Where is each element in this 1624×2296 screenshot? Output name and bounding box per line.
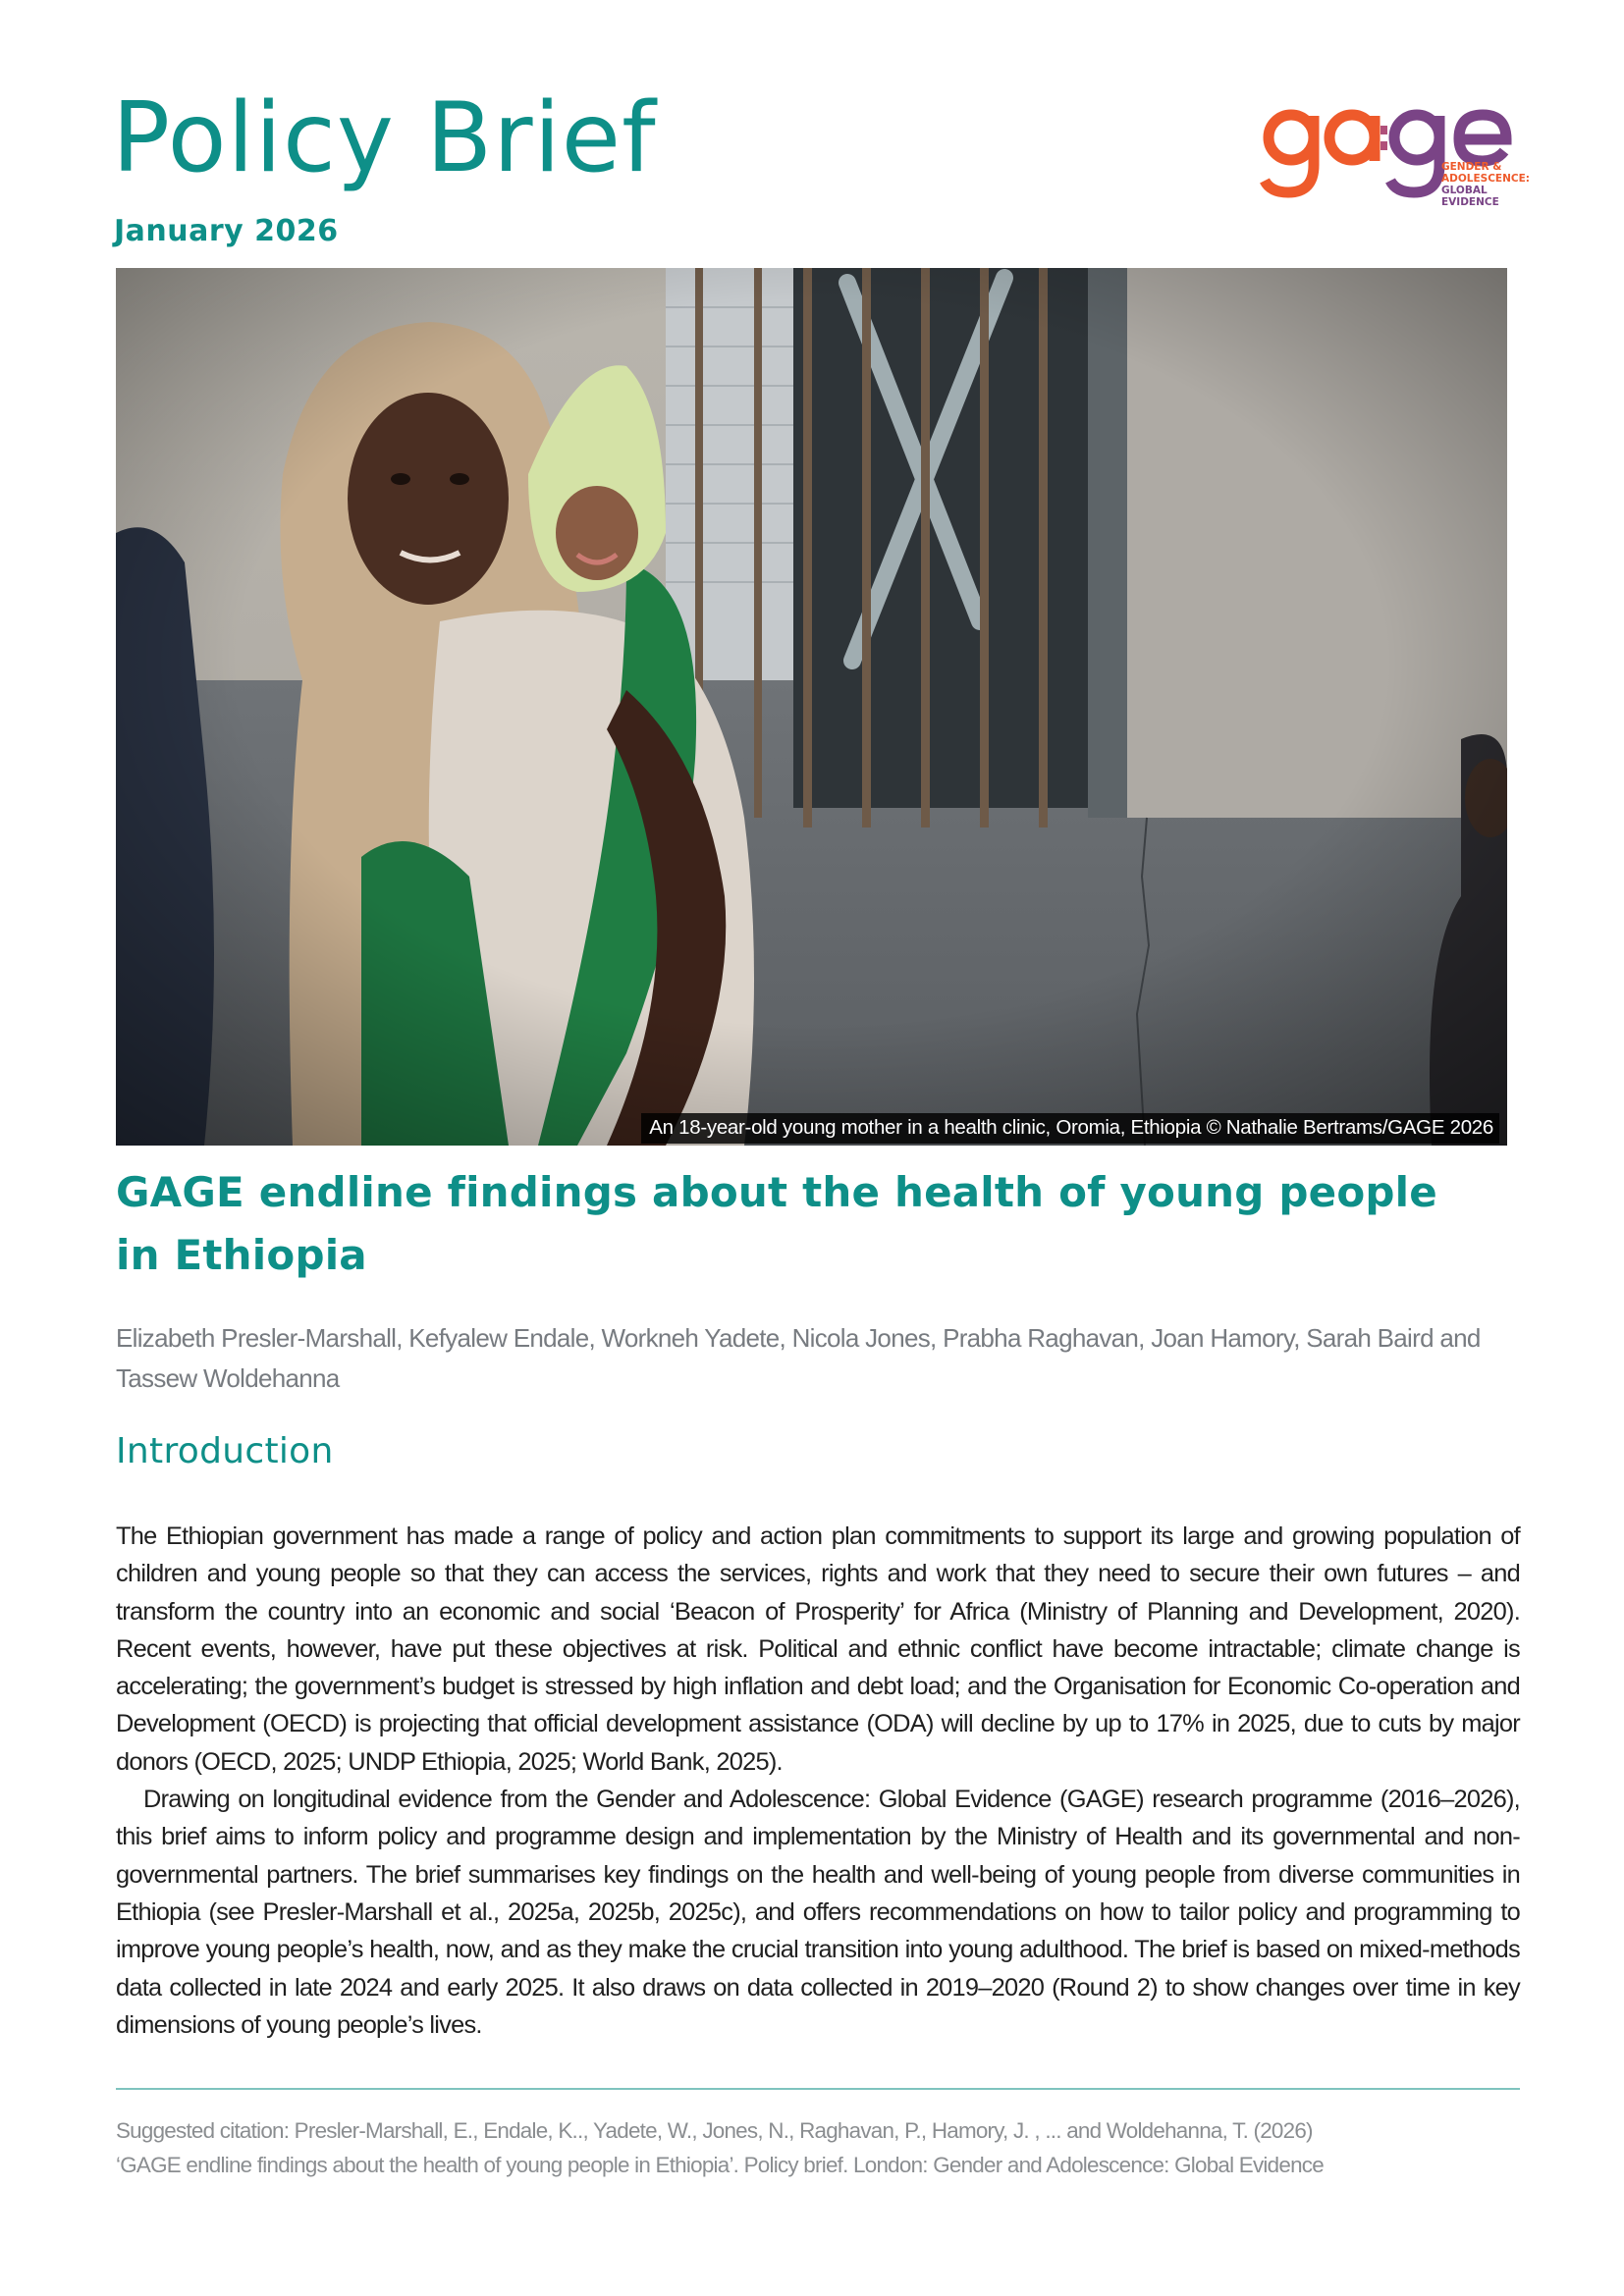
gage-logo xyxy=(1259,102,1534,230)
citation-line-1: Suggested citation: Presler-Marshall, E., Endale, K.., Yadete, W., Jones, N., Raghavan, P., Hamory, J. , ... and Woldehanna, T. (2026) xyxy=(116,2118,1313,2143)
photo-caption: An 18-year-old young mother in a health clinic, Oromia, Ethiopia © Nathalie Bertrams/GAGE 2026 xyxy=(641,1113,1499,1144)
introduction-paragraph-1: The Ethiopian government has made a range of policy and action plan commitments to support its large and growing population of children and young people so that they can access the services, rights and work that they need to secure their own futures – and transform the country into an economic and social ‘Beacon of Prosperity’ for Africa (Ministry of Planning and Development, 2020). Recent events, however, have put these objectives at risk. Political and ethnic conflict have become intractable; climate change is accelerating; the government’s budget is stressed by high inflation and debt load; and the Organisation for Economic Co-operation and Development (OECD) is projecting that official development assistance (ODA) will decline by up to 17% in 2025, due to cuts by major donors (OECD, 2025; UNDP Ethiopia, 2025; World Bank, 2025). xyxy=(116,1522,1520,1776)
suggested-citation xyxy=(116,2113,1520,2182)
citation-line-2: ‘GAGE endline findings about the health of young people in Ethiopia’. Policy brief. London: Gender and Adolescence: Global Evidence xyxy=(116,2153,1324,2177)
svg-text:EVIDENCE: EVIDENCE xyxy=(1441,196,1499,208)
gage-logo-icon xyxy=(1259,102,1534,230)
author-list: Elizabeth Presler-Marshall, Kefyalew Endale, Workneh Yadete, Nicola Jones, Prabha Raghavan, Joan Hamory, Sarah Baird and Tassew Woldehanna xyxy=(116,1323,1481,1393)
svg-text:GENDER &: GENDER & xyxy=(1441,161,1502,173)
publication-date: January 2026 xyxy=(114,214,339,248)
footer-divider xyxy=(116,2088,1520,2090)
svg-text:GLOBAL: GLOBAL xyxy=(1441,185,1488,196)
svg-text:ADOLESCENCE:: ADOLESCENCE: xyxy=(1441,173,1530,185)
hero-photo xyxy=(116,268,1507,1146)
photo-mother-and-baby-illustration xyxy=(116,268,1507,1146)
document-title: GAGE endline findings about the health of young people in Ethiopia xyxy=(116,1168,1437,1279)
section-heading-introduction: Introduction xyxy=(116,1431,334,1471)
publication-type-title: Policy Brief xyxy=(112,82,657,194)
introduction-paragraph-2: Drawing on longitudinal evidence from the Gender and Adolescence: Global Evidence (GAGE) research programme (2016–2026), this brief aims to inform policy and programme design and implementation by the Ministry of Health and its governmental and non-governmental partners. The brief summarises key findings on the health and well-being of young people from diverse communities in Ethiopia (see Presler-Marshall et al., 2025a, 2025b, 2025c), and offers recommendations on how to tailor policy and programming to improve young people’s health, now, and as they make the crucial transition into young adulthood. The brief is based on mixed-methods data collected in late 2024 and early 2025. It also draws on data collected in 2019–2020 (Round 2) to show changes over time in key dimensions of young people’s lives. xyxy=(116,1786,1520,2039)
introduction-body xyxy=(116,1518,1520,2044)
